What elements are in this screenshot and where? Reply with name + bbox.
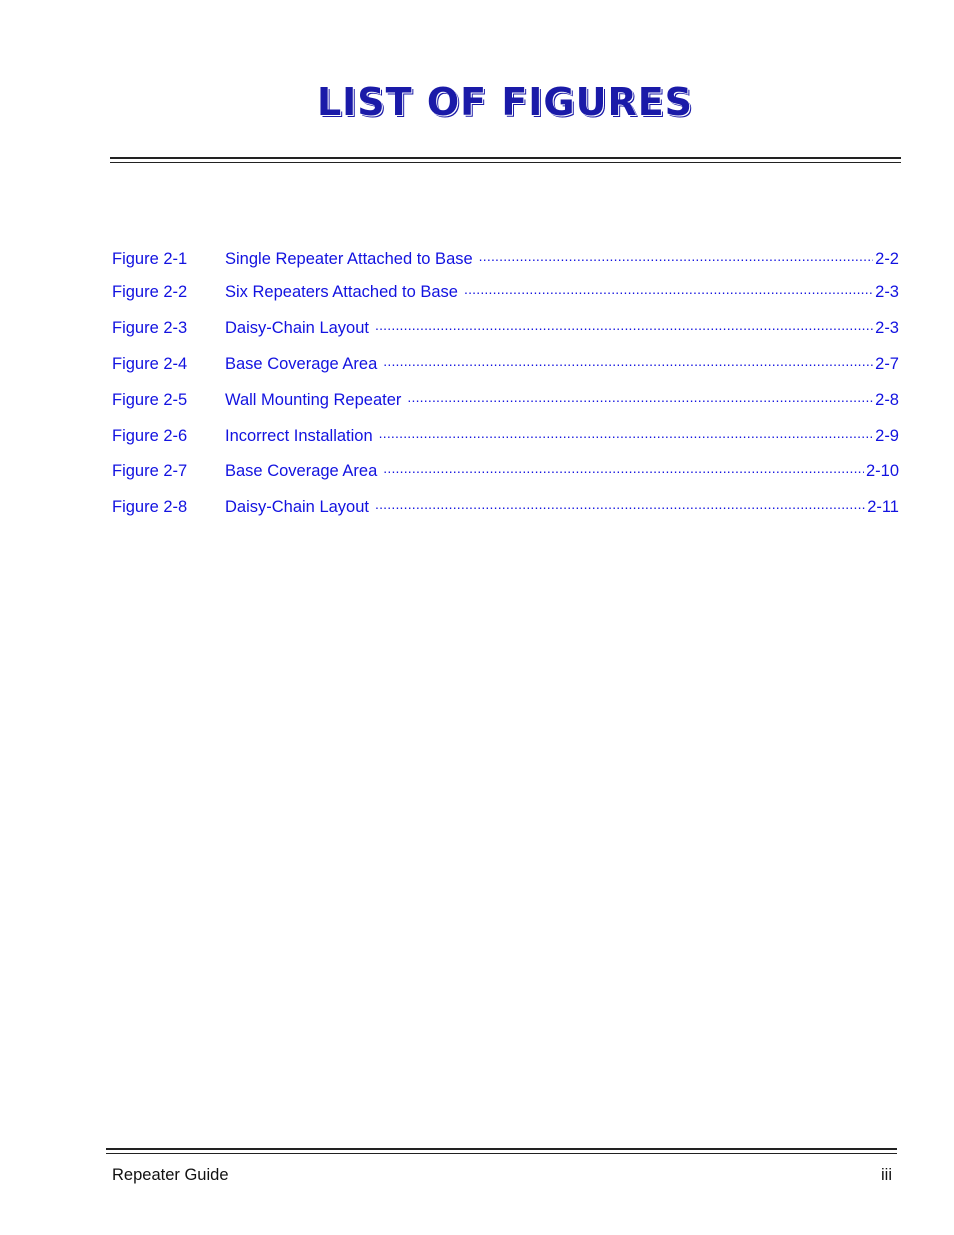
figure-page: 2-2	[875, 250, 899, 268]
footer-divider	[106, 1148, 897, 1154]
figure-title: Daisy-Chain Layout	[225, 319, 369, 337]
figure-page: 2-11	[867, 498, 899, 516]
figure-number: Figure 2-5	[112, 391, 188, 409]
dot-leader	[479, 246, 873, 264]
figure-number: Figure 2-4	[112, 355, 188, 373]
figure-entry[interactable]	[112, 423, 899, 445]
dot-leader	[379, 423, 873, 441]
figure-title: Wall Mounting Repeater	[225, 391, 402, 409]
figure-page: 2-3	[875, 319, 899, 337]
figure-entry[interactable]	[112, 315, 899, 337]
dot-leader	[375, 315, 873, 333]
figure-entry[interactable]	[112, 279, 899, 301]
figure-page: 2-8	[875, 391, 899, 409]
header-divider	[110, 157, 901, 163]
figure-title: Incorrect Installation	[225, 427, 373, 445]
figure-title: Base Coverage Area	[225, 462, 378, 480]
figure-entry[interactable]	[112, 458, 899, 480]
figure-title: Daisy-Chain Layout	[225, 498, 369, 516]
figure-number: Figure 2-6	[112, 427, 188, 445]
dot-leader	[383, 458, 864, 476]
dot-leader	[375, 494, 865, 512]
figure-number: Figure 2-2	[112, 283, 188, 301]
figure-number: Figure 2-3	[112, 319, 188, 337]
figure-page: 2-10	[865, 462, 899, 480]
figure-number: Figure 2-1	[112, 250, 188, 268]
figure-entry[interactable]	[112, 351, 899, 373]
dot-leader	[383, 351, 873, 369]
figure-number: Figure 2-7	[112, 462, 188, 480]
figure-page: 2-3	[875, 283, 899, 301]
figure-entry[interactable]	[112, 387, 899, 409]
page-title: LIST OF FIGURES	[316, 80, 694, 124]
figure-number: Figure 2-8	[112, 498, 188, 516]
footer-page-number: iii	[881, 1166, 892, 1184]
figure-title: Base Coverage Area	[225, 355, 378, 373]
figure-entry[interactable]	[112, 494, 899, 516]
figure-title: Six Repeaters Attached to Base	[225, 283, 458, 301]
figure-entry[interactable]	[112, 246, 899, 268]
dot-leader	[407, 387, 873, 405]
figure-page: 2-9	[875, 427, 899, 445]
dot-leader	[464, 279, 873, 297]
footer-document-name: Repeater Guide	[112, 1166, 229, 1184]
figure-title: Single Repeater Attached to Base	[225, 250, 473, 268]
figure-page: 2-7	[875, 355, 899, 373]
